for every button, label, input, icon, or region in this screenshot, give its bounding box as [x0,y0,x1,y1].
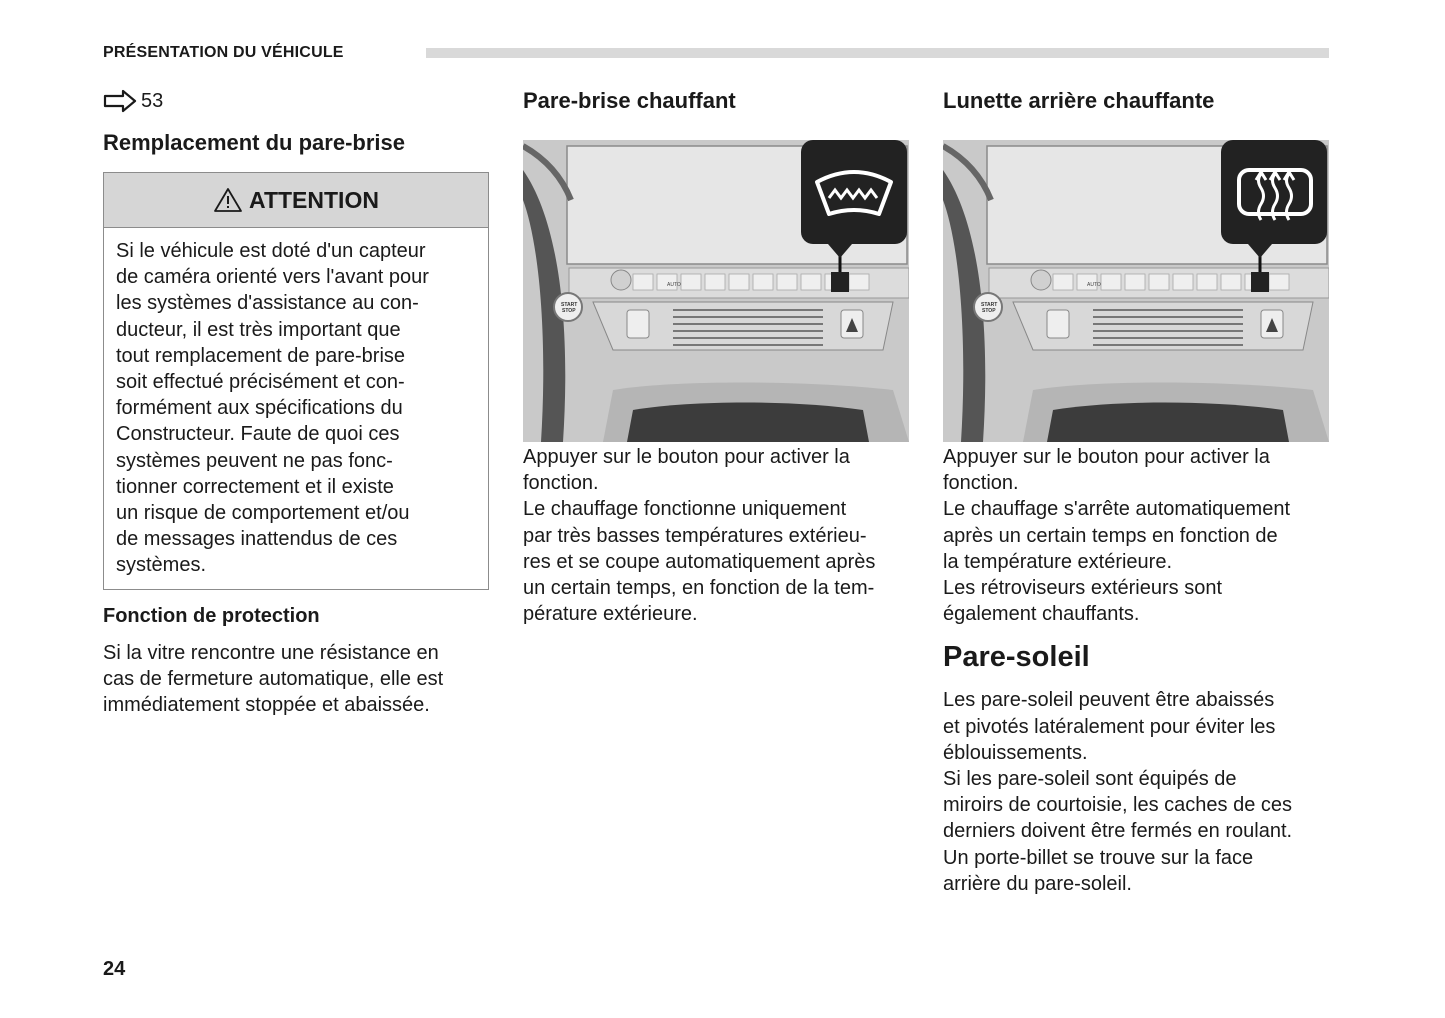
protection-title: Fonction de protection [103,604,320,627]
climate-button [705,274,725,290]
warning-triangle-icon [213,187,243,213]
warning-text-line: Constructeur. Faute de quoi ces [116,423,400,446]
heated-rear-window-text-line: Les rétroviseurs extérieurs sont [943,577,1223,600]
sun-visor-text-line: et pivotés latéralement pour éviter les [943,715,1276,738]
climate-button [1221,274,1241,290]
middle-column [523,86,911,627]
section-title-windscreen-replacement: Remplacement du pare-brise [103,130,405,155]
stop-label: STOP [982,308,996,314]
sun-visor-title: Pare-soleil [943,641,1090,674]
warning-text-line: un risque de comportement et/ou [116,502,410,525]
climate-button [801,274,821,290]
warning-box [103,172,489,590]
page-reference[interactable] [103,86,489,116]
dashboard-illustration-rear-window [943,140,1329,442]
protection-text-line: cas de fermeture automatique, elle est [103,667,444,690]
console-tray [1047,403,1289,443]
highlighted-button [1251,272,1269,292]
lock-button [1047,310,1069,338]
climate-button [1197,274,1217,290]
heated-windscreen-text-line: un certain temps, en fonction de la tem- [523,577,875,600]
climate-button [1149,274,1169,290]
sun-visor-text-line: Un porte-billet se trouve sur la face [943,846,1254,869]
volume-knob [611,270,631,290]
auto-label: AUTO [1087,282,1101,288]
console-tray [627,403,869,443]
dashboard-illustration-windscreen [523,140,909,442]
start-label: START [561,302,578,308]
heated-windscreen-text-line: res et se coupe automatiquement après [523,550,876,573]
warning-header [104,173,488,228]
climate-button [1125,274,1145,290]
heated-rear-window-text-line: Le chauffage s'arrête automatiquement [943,498,1291,521]
highlighted-button [831,272,849,292]
heated-rear-window-text-line: après un certain temps en fonction de [943,524,1278,547]
warning-text-line: systèmes. [116,554,207,577]
climate-button [681,274,701,290]
page-number: 24 [103,958,126,980]
lock-button [627,310,649,338]
climate-button [1101,274,1121,290]
heated-windscreen-text-line: Appuyer sur le bouton pour activer la [523,446,850,468]
protection-text-line: Si la vitre rencontre une résistance en [103,641,439,664]
climate-button [849,274,869,290]
protection-text [103,640,489,719]
climate-button [633,274,653,290]
auto-label: AUTO [667,282,681,288]
heated-windscreen-text [523,444,911,627]
heated-rear-window-text-line: également chauffants. [943,603,1140,626]
sun-visor-text-line: Si les pare-soleil sont équipés de [943,768,1237,791]
warning-text-line: systèmes peuvent ne pas fonc- [116,449,393,472]
heated-windscreen-text-line: fonction. [523,472,599,495]
warning-text-line: ducteur, il est très important que [116,318,401,341]
heated-rear-window-title: Lunette arrière chauffante [943,88,1215,113]
climate-button [777,274,797,290]
heated-rear-window-text [943,444,1335,627]
sun-visor-text [943,687,1335,897]
arrow-right-icon [103,89,137,113]
climate-button [1269,274,1289,290]
sun-visor-text-line: miroirs de courtoisie, les caches de ces [943,794,1293,817]
stop-label: STOP [562,308,576,314]
page-reference-number: 53 [141,89,164,112]
heated-windscreen-text-line: pérature extérieure. [523,603,698,626]
heated-rear-window-text-line: Appuyer sur le bouton pour activer la [943,446,1270,468]
sun-visor-text-line: arrière du pare-soleil. [943,872,1132,895]
warning-text-line: Si le véhicule est doté d'un capteur [116,240,426,262]
climate-button [1173,274,1193,290]
sun-visor-text-line: éblouissements. [943,741,1088,764]
warning-title: ATTENTION [249,186,379,213]
sun-visor-text-line: derniers doivent être fermés en roulant. [943,820,1293,843]
heated-rear-window-text-line: la température extérieure. [943,550,1173,573]
climate-button [729,274,749,290]
warning-text-line: tionner correctement et il existe [116,475,394,498]
sun-visor-text-line: Les pare-soleil peuvent être abaissés [943,689,1275,712]
climate-button [1053,274,1073,290]
warning-text-line: de caméra orienté vers l'avant pour [116,266,429,289]
start-label: START [981,302,998,308]
warning-text-line: tout remplacement de pare-brise [116,344,406,367]
climate-button [753,274,773,290]
warning-text [104,228,488,589]
heated-rear-window-text-line: fonction. [943,472,1019,495]
header-rule [426,48,1329,58]
icon-callout-bubble [801,140,907,244]
right-column [943,86,1335,897]
page-header-title: PRÉSENTATION DU VÉHICULE [103,44,344,61]
warning-text-line: soit effectué précisément et con- [116,371,405,394]
heated-windscreen-title: Pare-brise chauffant [523,88,736,113]
warning-text-line: les systèmes d'assistance au con- [116,292,419,315]
heated-windscreen-text-line: Le chauffage fonctionne uniquement [523,498,847,521]
protection-text-line: immédiatement stoppée et abaissée. [103,694,430,717]
warning-text-line: formément aux spécifications du [116,397,403,420]
heated-windscreen-text-line: par très basses températures extérieu- [523,524,867,547]
left-column [103,86,489,718]
warning-text-line: de messages inattendus de ces [116,528,398,551]
volume-knob [1031,270,1051,290]
